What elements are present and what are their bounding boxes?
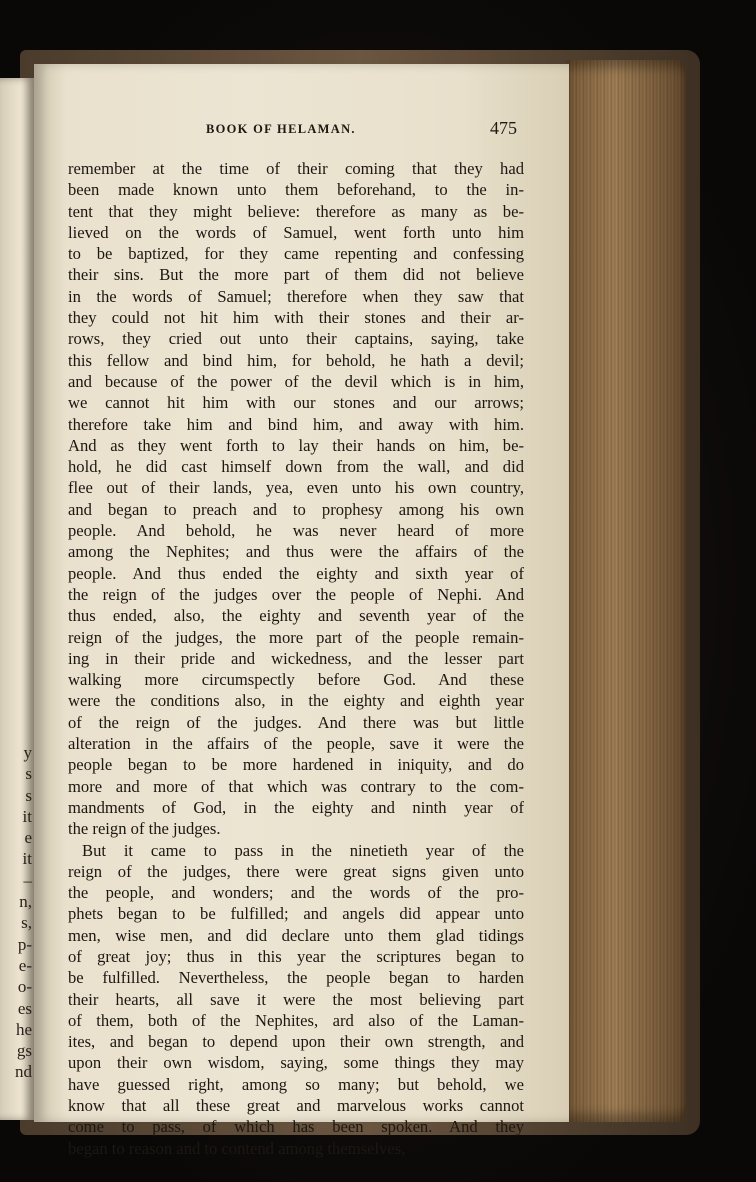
text-line: rows, they cried out unto their captains, saying, take: [68, 329, 524, 349]
text-line: come to pass, of which has been spoken. And they: [68, 1117, 524, 1137]
text-line: people. And behold, he was never heard of more: [68, 521, 524, 541]
left-fragment: y: [23, 743, 32, 762]
text-line: And as they went forth to lay their hands on him, be-: [68, 435, 524, 455]
text-line: the reign of the judges over the people of Nephi. And: [68, 584, 524, 604]
left-fragment: e-: [18, 955, 32, 975]
left-fragment: s: [25, 785, 32, 805]
left-fragment: –: [23, 870, 32, 890]
text-line: and began to preach and to prophesy among his own: [68, 499, 524, 519]
text-line: upon their own wisdom, saying, some things they may: [68, 1053, 524, 1073]
page-number: 475: [490, 118, 517, 138]
left-fragment: nd: [15, 1062, 32, 1082]
text-line: of great joy; thus in this year the scriptures began to: [68, 946, 524, 966]
text-line: of the reign of the judges. And there was but little: [68, 712, 524, 732]
text-line: alteration in the affairs of the people, save it were the: [68, 734, 524, 754]
left-fragment: es: [17, 998, 32, 1018]
text-line: reign of the judges, the more part of the people remain-: [68, 627, 524, 647]
left-fragment: it: [22, 806, 32, 826]
running-head: BOOK OF HELAMAN.: [206, 122, 356, 136]
page-fore-edge: [566, 60, 686, 1122]
text-line: walking more circumspectly before God. And these: [68, 670, 524, 690]
left-fragment: s,: [21, 913, 32, 933]
left-facing-page: [0, 78, 34, 1120]
text-line: ites, and began to depend upon their own strength, and: [68, 1032, 524, 1052]
text-line: among the Nephites; and thus were the affairs of the: [68, 542, 524, 562]
text-line: they could not hit him with their stones and their ar-: [68, 308, 524, 328]
text-line: were the conditions also, in the eighty and eighth year: [68, 691, 524, 711]
text-line: mandments of God, in the eighty and ninth year of: [68, 797, 524, 817]
text-line: reign of the judges, there were great signs given unto: [68, 861, 524, 881]
text-line: thus ended, also, the eighty and seventh year of the: [68, 606, 524, 626]
text-line: we cannot hit him with our stones and our arrows;: [68, 393, 524, 413]
text-line: lieved on the words of Samuel, went forth unto him: [68, 222, 524, 242]
left-fragment: e: [24, 828, 32, 848]
text-line: their hearts, all save it were the most believing part: [68, 989, 524, 1009]
text-line: tent that they might believe: therefore as many as be-: [68, 201, 524, 221]
text-line: be fulfilled. Nevertheless, the people began to harden: [68, 968, 524, 988]
left-fragment: o-: [17, 977, 32, 997]
text-line: their sins. But the more part of them did not believe: [68, 265, 524, 285]
text-line: remember at the time of their coming that they had: [68, 159, 524, 178]
text-line: ing in their pride and wickedness, and the lesser part: [68, 648, 524, 668]
left-page-fragments: [4, 742, 32, 1083]
text-line: hold, he did cast himself down from the wall, and did: [68, 457, 524, 477]
text-line: more and more of that which was contrary to the com-: [68, 776, 524, 796]
text-line: and because of the power of the devil which is in him,: [68, 371, 524, 391]
page-header: [0, 118, 756, 142]
text-line: have guessed right, among so many; but behold, we: [68, 1074, 524, 1094]
left-fragment: gs: [16, 1041, 32, 1061]
left-fragment: s: [25, 764, 32, 784]
text-line: to be baptized, for they came repenting and confessing: [68, 244, 524, 264]
text-line: phets began to be fulfilled; and angels did appear unto: [68, 904, 524, 924]
text-line: know that all these great and marvelous works cannot: [68, 1096, 524, 1116]
text-line: people. And thus ended the eighty and sixth year of: [68, 563, 524, 583]
text-line: But it came to pass in the ninetieth year of the: [82, 840, 524, 860]
text-line: the people, and wonders; and the words of the pro-: [68, 883, 524, 903]
left-fragment: it: [22, 849, 32, 869]
text-line: been made known unto them beforehand, to the in-: [68, 180, 524, 200]
text-line: began to reason and to contend among themselves,: [68, 1138, 406, 1158]
text-line: flee out of their lands, yea, even unto his own country,: [68, 478, 524, 498]
text-line: of them, both of the Nephites, ard also of the Laman-: [68, 1010, 524, 1030]
text-line: in the words of Samuel; therefore when they saw that: [68, 286, 524, 306]
left-fragment: n,: [19, 892, 32, 912]
body-text: [68, 158, 524, 1159]
text-line: therefore take him and bind him, and away with him.: [68, 414, 524, 434]
text-line: this fellow and bind him, for behold, he hath a devil;: [68, 350, 524, 370]
text-line: the reign of the judges.: [68, 819, 221, 839]
left-fragment: he: [15, 1019, 32, 1039]
left-fragment: p-: [17, 934, 32, 954]
text-line: men, wise men, and did declare unto them glad tidings: [68, 925, 524, 945]
text-line: people began to be more hardened in iniquity, and do: [68, 755, 524, 775]
